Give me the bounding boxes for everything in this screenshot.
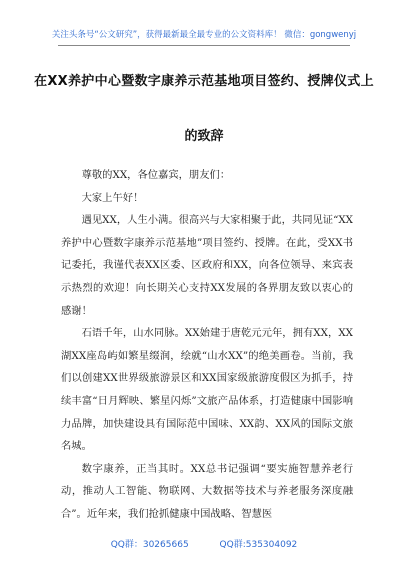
footer-qq-group-2: QQ群:535304092	[219, 540, 298, 550]
paragraph: 石语千年，山水同脉。XX始建于唐乾元元年，拥有XX，XX湖XX座岛屿如繁星缀润，绘就“山水XX”的绝美画卷。当前，我们以创建XX世界级旅游景区和XX国家级旅游度假区为抓手，持续丰富“日月辉映、繁星闪烁”文旅产品体系，打造健康中国影响力品牌，加快建设具有国际范中国味、XX韵、XX风的国际文旅名城。	[61, 327, 353, 453]
footer	[0, 537, 408, 550]
document-title: 在XX养护中心暨数字康养示范基地项目签约、授牌仪式上	[34, 74, 374, 89]
document-body	[61, 164, 353, 526]
greeting: 大家上午好！	[81, 191, 144, 204]
paragraph: 遇见XX，人生小满。很高兴与大家相聚于此，共同见证“XX养护中心暨数字康养示范基地”项目签约、授牌。在此，受XX书记委托，我谨代表XX区委、区政府和XX，向各位领导、来宾表示热烈的欢迎！向长期关心支持XX发展的各界朋友致以衷心的感谢！	[61, 214, 354, 317]
header-divider	[58, 45, 350, 46]
salutation: 尊敬的XX，各位嘉宾，朋友们：	[81, 169, 231, 181]
footer-qq-group-1: QQ群：30265665	[110, 540, 189, 550]
document-title-continued: 的致辞	[184, 129, 224, 144]
paragraph: 数字康养，正当其时。XX总书记强调“要实施智慧养老行动，推动人工智能、物联网、大数据等技术与养老服务深度融合”。近年来，我们抢抓健康中国战略、智慧医	[61, 462, 353, 520]
header-note: 关注头条号“公文研究”，获得最新最全最专业的公文资料库！ 微信：gongwenyj	[51, 30, 357, 40]
